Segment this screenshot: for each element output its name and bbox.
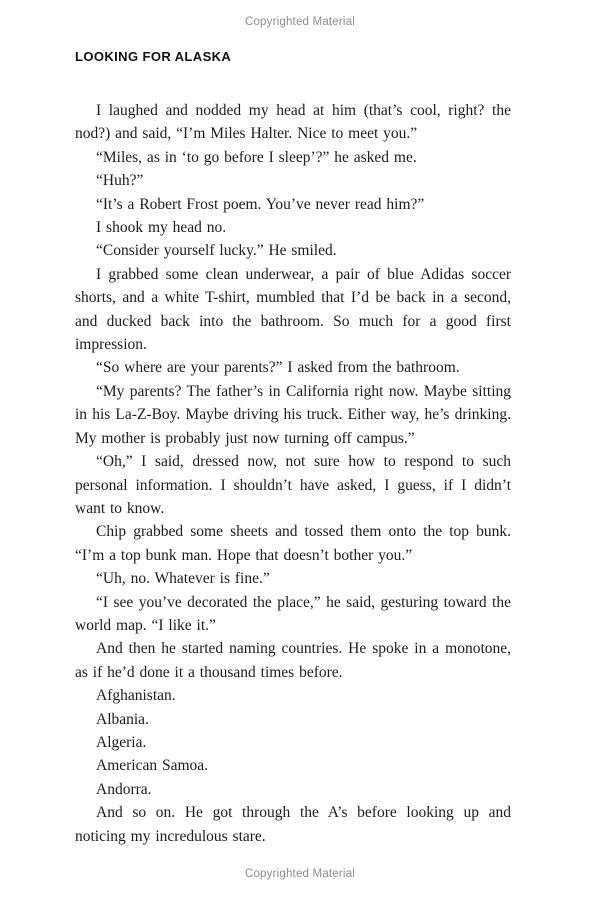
paragraph: “Miles, as in ‘to go before I sleep’?” he asked me. — [96, 148, 417, 166]
paragraph: “Huh?” — [96, 172, 144, 190]
paragraph: Afghanistan. — [96, 687, 176, 705]
paragraph: And then he started naming countries. He spoke in a monotone, as if he’d done it a thousand times before. — [75, 640, 511, 681]
paragraph: “It’s a Robert Frost poem. You’ve never read him?” — [96, 195, 425, 213]
paragraph: “My parents? The father’s in California right now. Maybe sitting in his La-Z-Boy. Maybe driving his truck. Either way, he’s drinking. My mother is probably just now turning off campus.” — [75, 382, 511, 447]
paragraph: Albania. — [96, 710, 149, 728]
paragraph: “Consider yourself lucky.” He smiled. — [96, 242, 337, 260]
paragraph: “I see you’ve decorated the place,” he said, gesturing toward the world map. “I like it.” — [75, 593, 511, 634]
paragraph: American Samoa. — [96, 757, 209, 775]
paragraph: I laughed and nodded my head at him (that’s cool, right? the nod?) and said, “I’m Miles Halter. Nice to meet you.” — [75, 102, 511, 143]
running-header-book-title: LOOKING FOR ALASKA — [75, 49, 232, 64]
paragraph: Andorra. — [96, 780, 152, 798]
page-body-text — [75, 99, 511, 848]
paragraph: I grabbed some clean underwear, a pair of blue Adidas soccer shorts, and a white T-shirt, mumbled that I’d be back in a second, and ducked back into the bathroom. So much for a good first impression. — [75, 265, 511, 354]
paragraph: Chip grabbed some sheets and tossed them onto the top bunk. “I’m a top bunk man. Hope that doesn’t bother you.” — [75, 523, 511, 564]
paragraph: “Oh,” I said, dressed now, not sure how to respond to such personal information. I shouldn’t have asked, I guess, if I didn’t want to know. — [75, 453, 511, 517]
paragraph: “Uh, no. Whatever is fine.” — [96, 570, 270, 588]
copyright-notice-bottom: Copyrighted Material — [244, 868, 356, 880]
paragraph: And so on. He got through the A’s before looking up and noticing my incredulous stare. — [75, 804, 511, 845]
paragraph: “So where are your parents?” I asked from the bathroom. — [96, 359, 460, 377]
paragraph: Algeria. — [96, 733, 147, 751]
paragraph: I shook my head no. — [96, 219, 227, 237]
copyright-notice-top: Copyrighted Material — [244, 16, 356, 28]
